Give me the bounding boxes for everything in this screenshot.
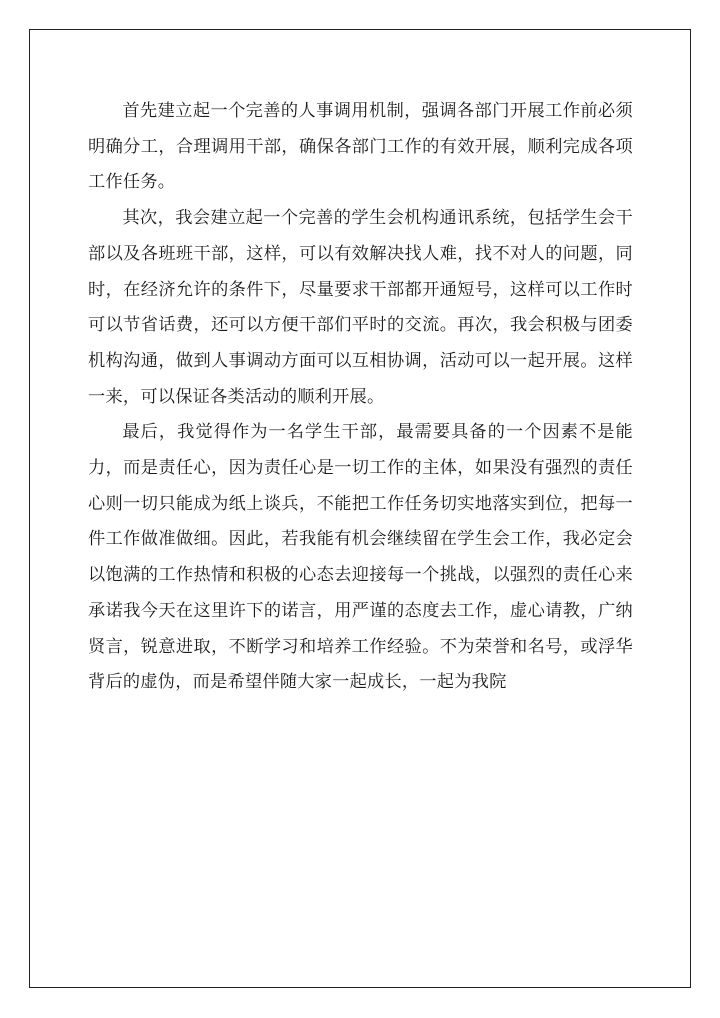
paragraph-1: 首先建立起一个完善的人事调用机制，强调各部门开展工作前必须明确分工，合理调用干部，确保各部门工作的有效开展，顺利完成各项工作任务。 xyxy=(88,101,633,193)
paragraph-2: 其次，我会建立起一个完善的学生会机构通讯系统，包括学生会干部以及各班班干部，这样，可以有效解决找人难，找不对人的问题，同时，在经济允许的条件下，尽量要求干部都开通短号，这样可以工作时可以节省话费，还可以方便干部们平时的交流。再次，我会积极与团委机构沟通，做到人事调动方面可以互相协调，活动可以一起开展。这样一来，可以保证各类活动的顺利开展。 xyxy=(88,208,633,407)
document-body xyxy=(88,94,633,701)
paragraph-3: 最后，我觉得作为一名学生干部，最需要具备的一个因素不是能力，而是责任心，因为责任心是一切工作的主体，如果没有强烈的责任心则一切只能成为纸上谈兵，不能把工作任务切实地落实到位，把每一件工作做准做细。因此，若我能有机会继续留在学生会工作，我必定会以饱满的工作热情和积极的心态去迎接每一个挑战，以强烈的责任心来承诺我今天在这里许下的诺言，用严谨的态度去工作，虚心请教，广纳贤言，锐意进取，不断学习和培养工作经验。不为荣誉和名号，或浮华背后的虚伪，而是希望伴随大家一起成长，一起为我院 xyxy=(88,422,633,693)
